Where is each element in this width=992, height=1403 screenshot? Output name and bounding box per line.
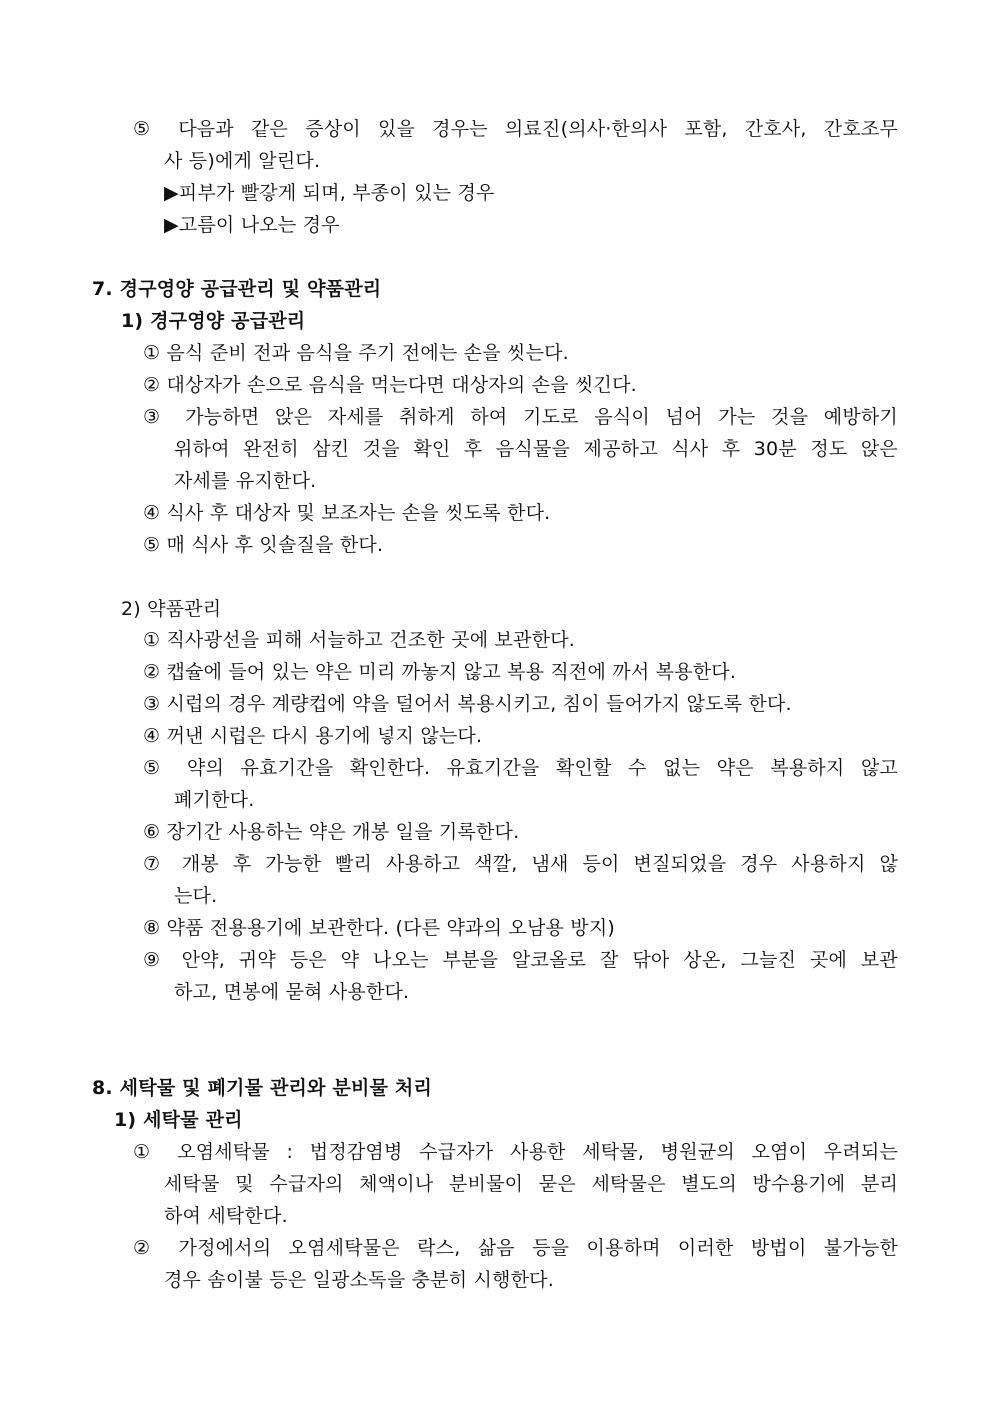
- intro-bullet-2: ▶고름이 나오는 경우: [164, 214, 340, 236]
- intro-item-5-line-2: 사 등)에게 알린다.: [164, 150, 321, 172]
- s7-2-item-9-line-2: 하고, 면봉에 묻혀 사용한다.: [174, 981, 410, 1003]
- s7-2-item-7-line-1: ⑦ 개봉 후 가능한 빨리 사용하고 색깔, 냄새 등이 변질되었을 경우 사용하지 않: [143, 853, 898, 875]
- s7-2-item-2: ② 캡슐에 들어 있는 약은 미리 까놓지 않고 복용 직전에 까서 복용한다.: [143, 661, 737, 683]
- s7-2-item-7-line-2: 는다.: [174, 885, 218, 907]
- section-7-1-title: 1) 경구영양 공급관리: [121, 310, 306, 332]
- s7-2-item-4: ④ 꺼낸 시럽은 다시 용기에 넣지 않는다.: [143, 725, 483, 747]
- s7-2-item-6: ⑥ 장기간 사용하는 약은 개봉 일을 기록한다.: [143, 821, 520, 843]
- s7-2-item-9-line-1: ⑨ 안약, 귀약 등은 약 나오는 부분을 알코올로 잘 닦아 상온, 그늘진 곳에 보관: [143, 949, 898, 971]
- section-8-1-title: 1) 세탁물 관리: [114, 1109, 243, 1131]
- section-7-title: 7. 경구영양 공급관리 및 약품관리: [92, 278, 382, 300]
- intro-item-5-line-1: ⑤ 다음과 같은 증상이 있을 경우는 의료진(의사·한의사 포함, 간호사, 간호조무: [133, 118, 898, 140]
- section-7-2-title: 2) 약품관리: [121, 598, 222, 620]
- s7-2-item-8: ⑧ 약품 전용용기에 보관한다. (다른 약과의 오남용 방지): [143, 917, 616, 939]
- s7-1-item-3-line-2: 위하여 완전히 삼킨 것을 확인 후 음식물을 제공하고 식사 후 30분 정도 앉은: [174, 438, 898, 460]
- s7-1-item-4: ④ 식사 후 대상자 및 보조자는 손을 씻도록 한다.: [143, 502, 551, 524]
- s7-1-item-2: ② 대상자가 손으로 음식을 먹는다면 대상자의 손을 씻긴다.: [143, 374, 637, 396]
- intro-bullet-1: ▶피부가 빨갛게 되며, 부종이 있는 경우: [164, 182, 495, 204]
- s7-2-item-1: ① 직사광선을 피해 서늘하고 건조한 곳에 보관한다.: [143, 629, 575, 651]
- s8-1-item-1-line-1: ① 오염세탁물 : 법정감염병 수급자가 사용한 세탁물, 병원균의 오염이 우려되는: [133, 1141, 898, 1163]
- s7-2-item-3: ③ 시럽의 경우 계량컵에 약을 덜어서 복용시키고, 침이 들어가지 않도록 한다.: [143, 693, 792, 715]
- s7-2-item-5-line-1: ⑤ 약의 유효기간을 확인한다. 유효기간을 확인할 수 없는 약은 복용하지 않고: [143, 757, 898, 779]
- s7-1-item-3-line-1: ③ 가능하면 앉은 자세를 취하게 하여 기도로 음식이 넘어 가는 것을 예방하기: [143, 406, 898, 428]
- s8-1-item-1-line-2: 세탁물 및 수급자의 체액이나 분비물이 묻은 세탁물은 별도의 방수용기에 분리: [164, 1173, 898, 1195]
- s7-2-item-5-line-2: 폐기한다.: [174, 789, 255, 811]
- s7-1-item-3-line-3: 자세를 유지한다.: [174, 470, 317, 492]
- section-8-title: 8. 세탁물 및 폐기물 관리와 분비물 처리: [92, 1077, 433, 1099]
- s8-1-item-1-line-3: 하여 세탁한다.: [164, 1205, 288, 1227]
- s8-1-item-2-line-1: ② 가정에서의 오염세탁물은 락스, 삶음 등을 이용하며 이러한 방법이 불가능한: [133, 1237, 898, 1259]
- s7-1-item-5: ⑤ 매 식사 후 잇솔질을 한다.: [143, 534, 384, 556]
- s8-1-item-2-line-2: 경우 솜이불 등은 일광소독을 충분히 시행한다.: [164, 1269, 554, 1291]
- s7-1-item-1: ① 음식 준비 전과 음식을 주기 전에는 손을 씻는다.: [143, 342, 569, 364]
